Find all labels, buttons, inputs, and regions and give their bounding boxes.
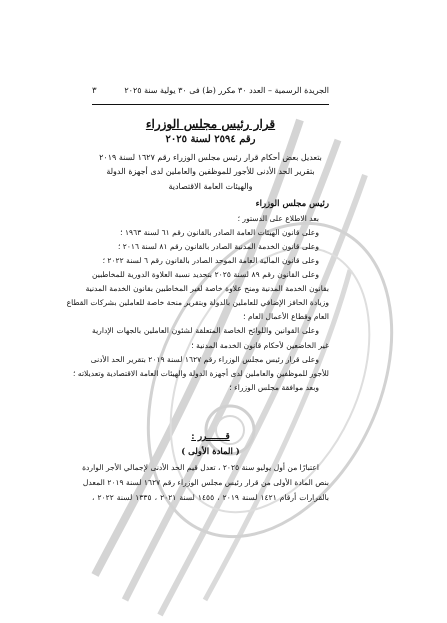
preamble-line: وبعد موافقة مجلس الوزراء ؛ bbox=[229, 383, 319, 392]
preamble-line: وزيادة الحافز الإضافي للعاملين بالدولة وبتقرير منحة خاصة للعاملين بشركات القطاع bbox=[66, 298, 329, 307]
article-1-line: بالقرارات أرقام ١٤٢١ لسنة ٢٠١٩ ، ١٤٥٥ لسنة ٢٠٢١ ، ١٣٣٥ لسنة ٢٠٢٢ ، bbox=[92, 493, 330, 502]
decree-subject-line: والهيئات العامة الاقتصادية bbox=[168, 182, 253, 191]
page-number: ٣ bbox=[92, 86, 97, 96]
article-1-heading: ( المادة الأولى ) bbox=[181, 447, 240, 457]
preamble-line: للأجور للموظفين والعاملين لدى أجهزة الدولة والهيئات العامة الاقتصادية وتعديلاته ؛ bbox=[73, 369, 329, 378]
decree-number: رقم ٢٥٩٤ لسنة ٢٠٢٥ bbox=[165, 134, 256, 145]
preamble-line: بقانون الخدمة المدنية ومنح علاوة خاصة لغير المخاطبين بقانون الخدمة المدنية bbox=[85, 284, 329, 293]
gazette-header-title: الجريدة الرسمية – العدد ٣٠ مكرر (ط) فى ٣٠ يولية سنة ٢٠٢٥ bbox=[124, 86, 329, 95]
article-1-line: بنص المادة الأولى من قرار رئيس مجلس الوزراء رقم ١٦٢٧ لسنة ٢٠١٩ المعدل bbox=[82, 478, 329, 487]
preamble-line: وعلى قانون المالية العامة الموحد الصادر بالقانون رقم ٦ لسنة ٢٠٢٢ ؛ bbox=[102, 256, 319, 265]
preamble-line: وعلى القوانين واللوائح الخاصة المتعلقة لشئون العاملين بالجهات الإدارية bbox=[92, 326, 319, 335]
decree-subject-line: بتقرير الحد الأدنى للأجور للموظفين والعاملين لدى أجهزة الدولة bbox=[106, 167, 315, 176]
preamble-line: غير الخاضعين لأحكام قانون الخدمة المدنية ؛ bbox=[191, 341, 329, 350]
preamble-line: بعد الاطلاع على الدستور ؛ bbox=[237, 214, 319, 223]
preamble-line: وعلى القانون رقم ٨٩ لسنة ٢٠٢٥ بتحديد نسبة العلاوة الدورية للمخاطبين bbox=[92, 270, 320, 279]
preamble-line: العام وقطاع الأعمال العام ؛ bbox=[243, 312, 329, 321]
prime-minister-heading: رئيس مجلس الوزراء bbox=[255, 199, 329, 209]
preamble-line: وعلى قرار رئيس مجلس الوزراء رقم ١٦٢٧ لسنة ٢٠١٩ بتقرير الحد الأدنى bbox=[90, 355, 319, 364]
preamble-line: وعلى قانون الهيئات العامة الصادر بالقانون رقم ٦١ لسنة ١٩٦٣ ؛ bbox=[120, 228, 319, 237]
decides-heading: قـــــــرر : bbox=[191, 432, 230, 442]
gazette-header bbox=[92, 86, 329, 100]
header-divider bbox=[92, 104, 329, 105]
preamble-line: وعلى قانون الخدمة المدنية الصادر بالقانون رقم ٨١ لسنة ٢٠١٦ ؛ bbox=[117, 242, 319, 251]
article-1-line: اعتبارًا من أول يوليو سنة ٢٠٢٥ ، تعدل قيم الحد الأدنى لإجمالي الأجر الواردة bbox=[82, 463, 319, 472]
decree-subject-line: بتعديل بعض أحكام قرار رئيس مجلس الوزراء رقم ١٦٢٧ لسنة ٢٠١٩ bbox=[99, 153, 322, 162]
decree-title: قرار رئيس مجلس الوزراء bbox=[145, 117, 276, 131]
